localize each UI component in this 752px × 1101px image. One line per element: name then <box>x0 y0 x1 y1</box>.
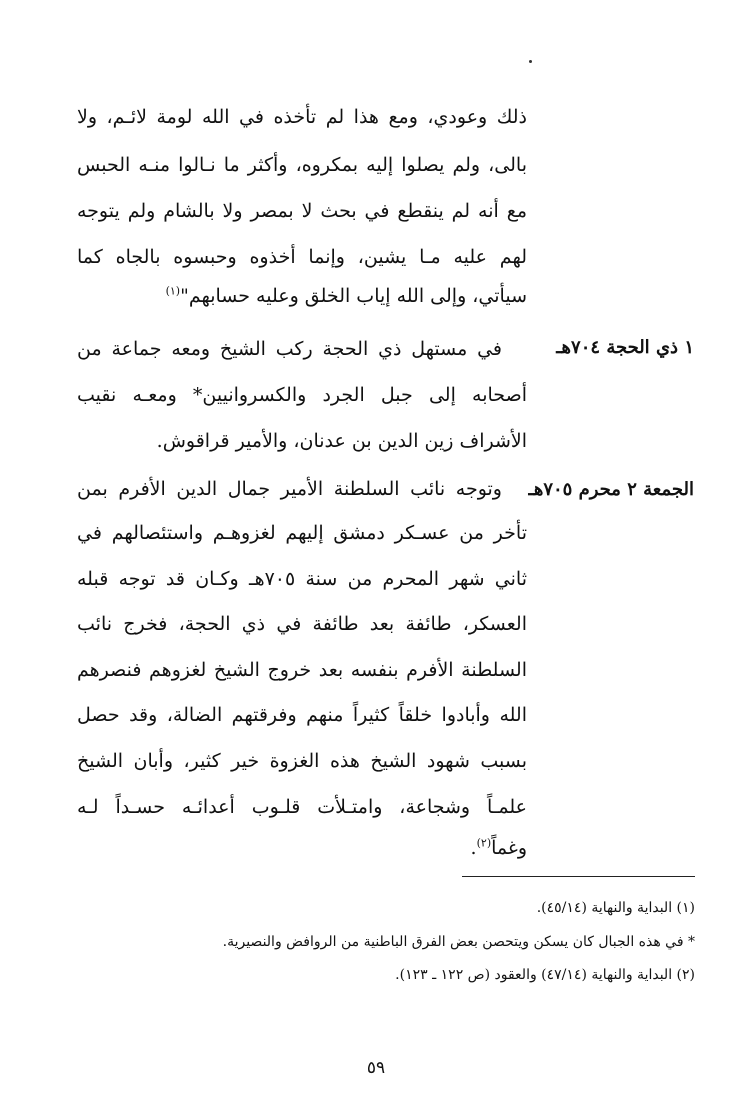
body-line: الله وأبادوا خلقاً كثيراً منهم وفرقتهم الضالة، وقد حصل <box>77 704 527 726</box>
footnote-ref: (١) <box>165 284 181 298</box>
page-number: ٥٩ <box>366 1058 386 1078</box>
body-line-last: الأشراف زين الدين بن عدنان، والأمير قراقوش. <box>156 430 527 452</box>
body-line: وتوجه نائب السلطنة الأمير جمال الدين الأفرم بمن <box>77 478 502 500</box>
body-line: لهم عليه مـا يشين، وإنما أخذوه وحبسوه بالجاه كما <box>77 246 527 268</box>
body-line: ذلك وعودي، ومع هذا لم تأخذه في الله لومة لائـم، ولا <box>77 106 527 128</box>
footnote: (٢) البداية والنهاية (٤٧/١٤) والعقود (ص ١٢٢ ـ ١٢٣). <box>395 967 695 983</box>
body-line: في مستهل ذي الحجة ركب الشيخ ومعه جماعة من <box>77 338 502 360</box>
body-line: بالى، ولم يصلوا إليه بمكروه، وأكثر ما نـالوا منـه الحبس <box>77 154 527 176</box>
speck-mark <box>529 60 532 63</box>
body-text: وغماً <box>491 837 527 859</box>
body-line: علمـاً وشجاعة، وامتـلأت قلـوب أعدائـه حسـداً لـه <box>77 796 527 818</box>
body-line-last <box>77 833 527 863</box>
body-line: تأخر من عسـكر دمشق إليهم لغزوهـم واستئصالهم في <box>77 522 527 544</box>
footnote: * في هذه الجبال كان يسكن ويتحصن بعض الفرق الباطنية من الروافض والنصيرية. <box>222 934 695 950</box>
margin-date-note: الجمعة ٢ محرم ٧٠٥هـ <box>528 479 694 500</box>
footnote-ref: (٢) <box>476 836 492 850</box>
body-line: ثاني شهر المحرم من سنة ٧٠٥هـ وكـان قد توجه قبله <box>77 568 527 590</box>
footnote-separator <box>462 876 695 877</box>
body-line: السلطنة الأفرم بنفسه بعد خروج الشيخ لغزوهم فنصرهم <box>77 659 527 681</box>
body-text: . <box>470 837 477 859</box>
body-line: بسبب شهود الشيخ هذه الغزوة خير كثير، وأبان الشيخ <box>77 750 527 772</box>
body-text: سيأتي، وإلى الله إياب الخلق وعليه حسابهم" <box>180 285 527 307</box>
body-line: العسكر، طائفة بعد طائفة في ذي الحجة، فخرج نائب <box>77 613 527 635</box>
margin-date-note: ١ ذي الحجة ٧٠٤هـ <box>556 337 694 358</box>
body-line: مع أنه لم ينقطع في بحث لا بمصر ولا بالشام ولم يتوجه <box>77 200 527 222</box>
body-line: أصحابه إلى جبل الجرد والكسروانيين* ومعـه نقيب <box>77 384 527 406</box>
footnote: (١) البداية والنهاية (٤٥/١٤). <box>536 900 695 916</box>
body-line-last <box>77 281 527 311</box>
